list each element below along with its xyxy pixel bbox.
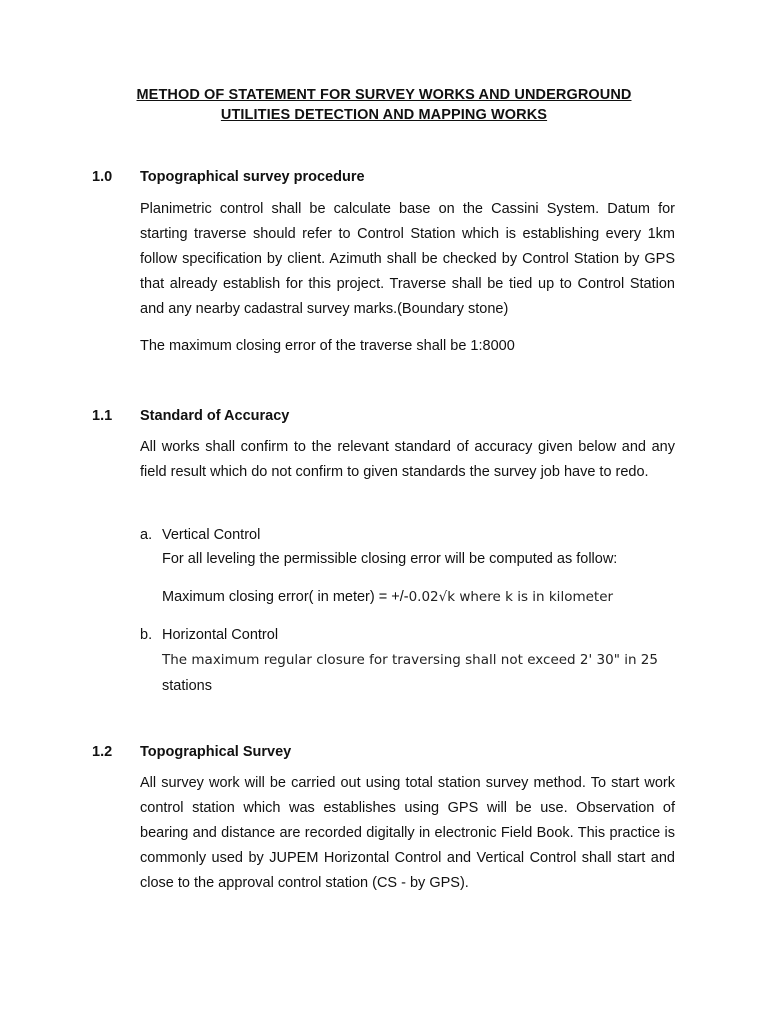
- section-1-1-paragraph: All works shall confirm to the relevant standard of accuracy given below and any field result which do not confirm to given standards the survey job have to redo.: [140, 439, 675, 480]
- item-a-text: For all leveling the permissible closing error will be computed as follow:: [162, 551, 618, 567]
- section-1-2-heading: Topographical Survey: [140, 744, 292, 760]
- title-line-2: UTILITIES DETECTION AND MAPPING WORKS: [220, 107, 548, 123]
- title-line-1: METHOD OF STATEMENT FOR SURVEY WORKS AND UNDERGROUND: [136, 87, 632, 103]
- section-1-0-heading: Topographical survey procedure: [140, 169, 365, 185]
- item-b-text-line-1: The maximum regular closure for traversing shall not exceed 2' 30" in 25: [162, 652, 658, 668]
- section-1-0-paragraph: Planimetric control shall be calculate base on the Cassini System. Datum for starting traverse should refer to Control Station which is establishing every 1km follow specification by client. Azimuth shall be checked by Control Station by GPS that already establish for this project. Traverse shall be tied up to Control Station and any nearby cadastral survey marks.(Boundary stone): [140, 201, 675, 317]
- item-a-label: a.: [140, 527, 153, 543]
- formula-prefix: Maximum closing error( in meter) = +/-: [162, 589, 409, 605]
- section-1-0-closing-error: The maximum closing error of the traverse shall be 1:8000: [140, 338, 515, 354]
- item-a-title: Vertical Control: [162, 527, 261, 543]
- section-1-1-number: 1.1: [92, 408, 113, 424]
- item-b-label: b.: [140, 627, 153, 643]
- document-title: [80, 85, 688, 125]
- item-b-text-line-2: stations: [162, 678, 212, 694]
- section-1-0-number: 1.0: [92, 169, 113, 185]
- section-1-2-paragraph: All survey work will be carried out using total station survey method. To start work control station which was establishes using GPS will be use. Observation of bearing and distance are recorded digitally in electronic Field Book. This practice is commonly used by JUPEM Horizontal Control and Vertical Control shall start and close to the approval control station (CS - by GPS).: [140, 775, 675, 891]
- item-a-formula: [162, 589, 613, 605]
- item-b-title: Horizontal Control: [162, 627, 279, 643]
- formula-expression: 0.02√k where k is in kilometer: [408, 589, 614, 605]
- section-1-1-heading: Standard of Accuracy: [140, 408, 290, 424]
- section-1-2-number: 1.2: [92, 744, 113, 760]
